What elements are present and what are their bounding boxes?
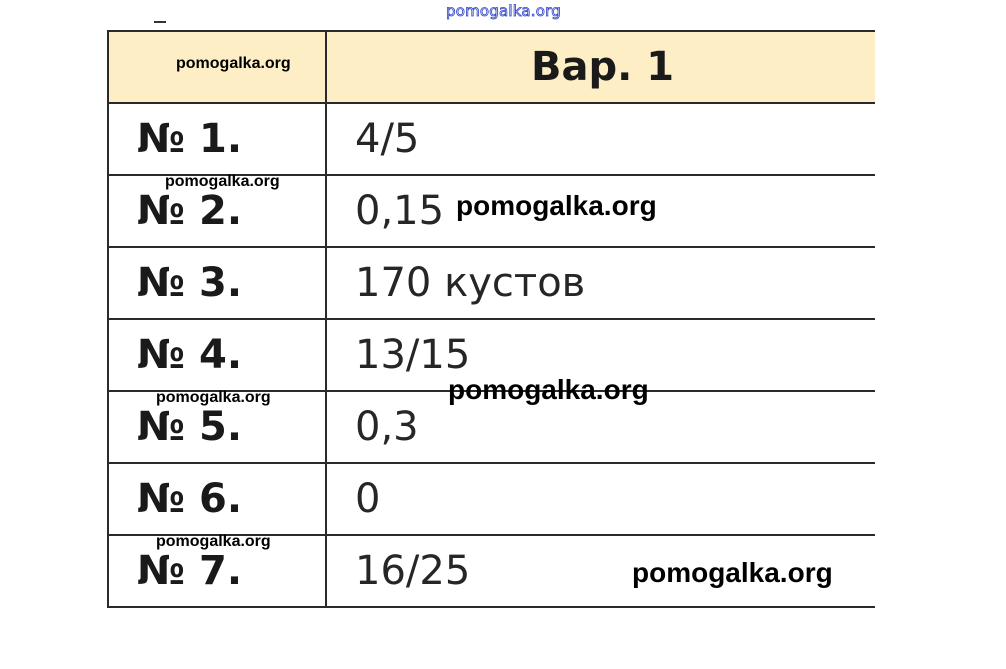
task-number: № 7.: [108, 535, 326, 607]
task-answer: 16/25: [326, 535, 875, 607]
task-answer: 13/15: [326, 319, 875, 391]
answers-table: [107, 30, 875, 608]
task-answer: 170 кустов: [326, 247, 875, 319]
table-row: [108, 103, 875, 175]
watermark: pomogalka.org: [156, 389, 271, 406]
watermark: pomogalka.org: [632, 557, 833, 588]
task-answer: 0,3: [326, 391, 875, 463]
watermark: pomogalka.org: [448, 374, 649, 405]
top-watermark: pomogalka.org: [446, 2, 561, 20]
task-answer: 4/5: [326, 103, 875, 175]
task-number: № 4.: [108, 319, 326, 391]
task-answer: 0: [326, 463, 875, 535]
task-number: № 6.: [108, 463, 326, 535]
watermark: pomogalka.org: [165, 173, 280, 190]
task-answer: 0,15: [326, 175, 875, 247]
task-number: № 5.: [108, 391, 326, 463]
task-number: № 2.: [108, 175, 326, 247]
watermark: pomogalka.org: [176, 55, 291, 72]
task-number: № 3.: [108, 247, 326, 319]
variant-title: Вар. 1: [326, 31, 875, 103]
table-row: [108, 247, 875, 319]
watermark: pomogalka.org: [156, 533, 271, 550]
table-row: [108, 463, 875, 535]
task-number: № 1.: [108, 103, 326, 175]
top-dash: [154, 21, 166, 23]
watermark: pomogalka.org: [456, 190, 657, 221]
